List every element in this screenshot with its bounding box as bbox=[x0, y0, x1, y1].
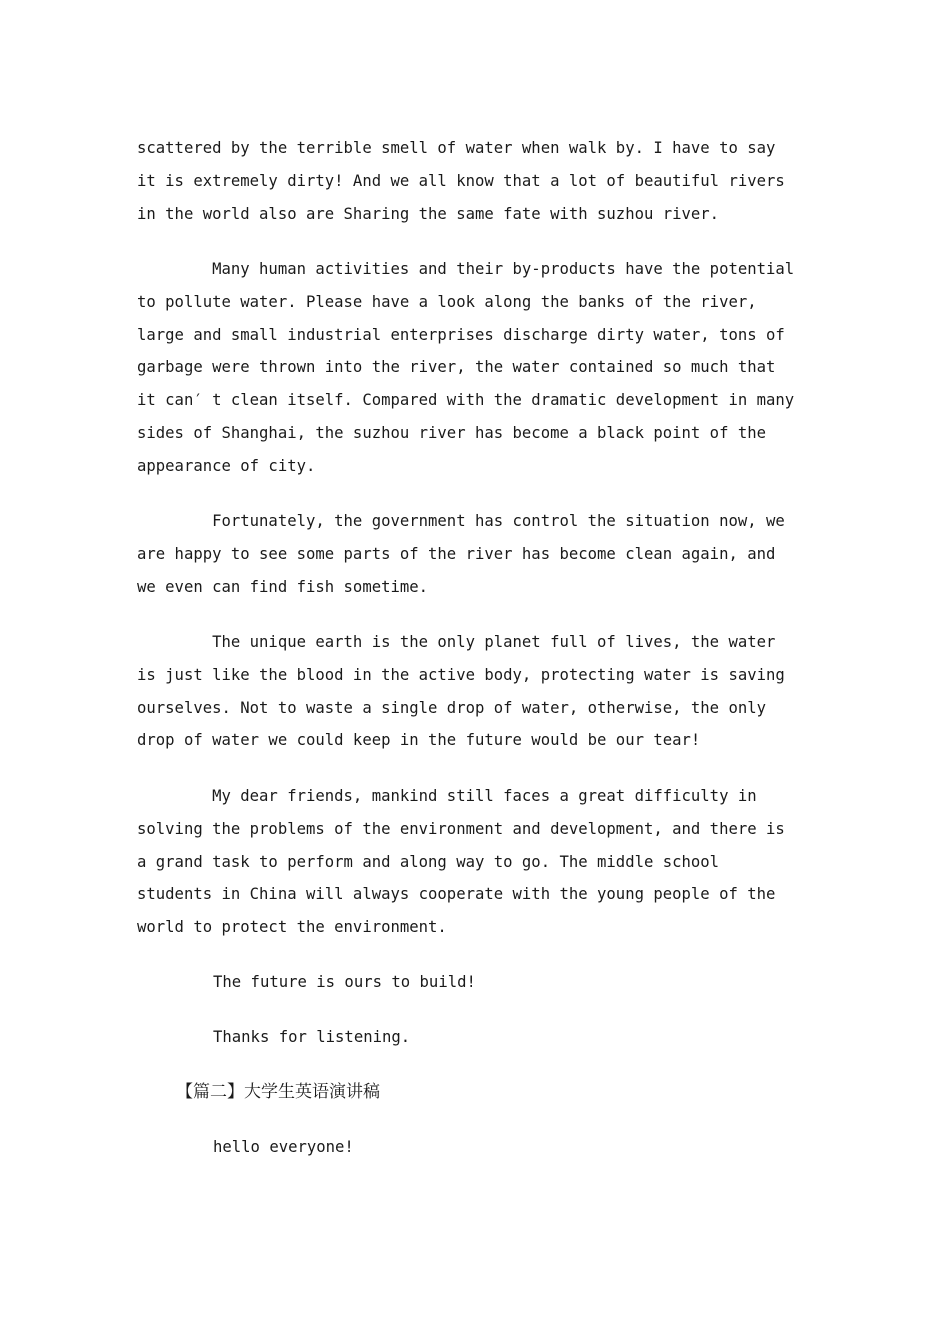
line-greeting: hello everyone! bbox=[213, 1138, 354, 1156]
section-heading: 【篇二】大学生英语演讲稿 bbox=[176, 1082, 380, 1102]
paragraph-dear-friends: My dear friends, mankind still faces a great difficulty in solving the problems of the environment and development, and there is a grand task to perform and along way to go. The middle school students in China will always cooperate with the young people of the world to protect the environment. bbox=[137, 787, 785, 937]
paragraph-unique-earth: The unique earth is the only planet full of lives, the water is just like the blood in the active body, protecting water is saving ourselves. Not to waste a single drop of water, otherwise, the only drop of water we could keep in the future would be our tear! bbox=[137, 633, 785, 750]
paragraph-river-pollution: scattered by the terrible smell of water when walk by. I have to say it is extremely dirty! And we all know that a lot of beautiful rivers in the world also are Sharing the same fate with suzhou river. bbox=[137, 139, 785, 223]
paragraph-human-activities: Many human activities and their by-products have the potential to pollute water. Please have a look along the banks of the river, large and small industrial enterprises discharge dirty water, tons of garbage were thrown into the river, the water contained so much that it can′ t clean itself. Compared with the dramatic development in many sides of Shanghai, the suzhou river has become a black point of the appearance of city. bbox=[137, 260, 795, 475]
line-thanks: Thanks for listening. bbox=[213, 1028, 411, 1046]
line-future-ours: The future is ours to build! bbox=[213, 973, 476, 991]
paragraph-government-control: Fortunately, the government has control the situation now, we are happy to see some parts of the river has become clean again, and we even can find fish sometime. bbox=[137, 512, 785, 596]
